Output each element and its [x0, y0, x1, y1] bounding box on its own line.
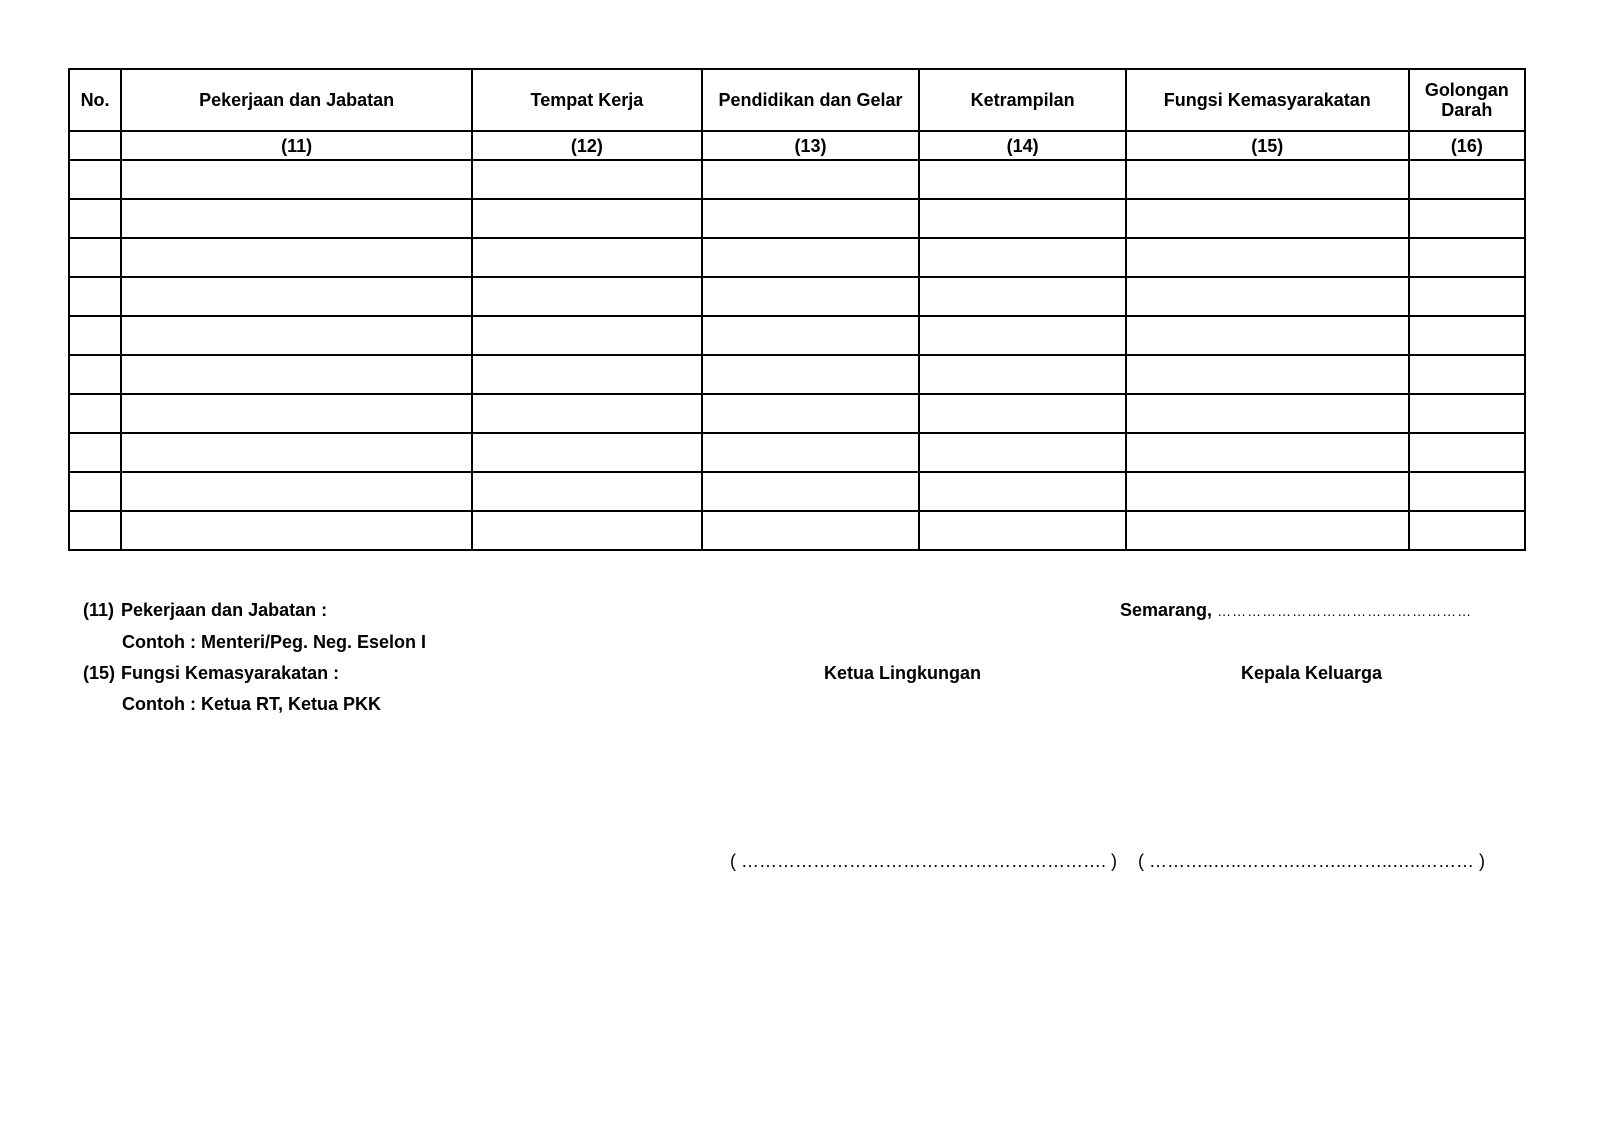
table-cell[interactable]	[121, 433, 472, 472]
table-row	[69, 433, 1525, 472]
header-ketrampilan: Ketrampilan	[919, 69, 1126, 131]
table-cell[interactable]	[69, 394, 121, 433]
kepala-keluarga-label: Kepala Keluarga	[1241, 663, 1383, 683]
table-row	[69, 316, 1525, 355]
note-11	[83, 600, 327, 621]
table-cell[interactable]	[1409, 355, 1525, 394]
header-golongan-darah: Golongan Darah	[1409, 69, 1525, 131]
header-no: No.	[69, 69, 121, 131]
table-cell[interactable]	[1126, 433, 1409, 472]
table-cell[interactable]	[69, 472, 121, 511]
table-cell[interactable]	[69, 316, 121, 355]
table-cell[interactable]	[1126, 472, 1409, 511]
table-cell[interactable]	[472, 316, 702, 355]
note-11-code: (11)	[83, 600, 115, 620]
table-row	[69, 199, 1525, 238]
header-fungsi: Fungsi Kemasyarakatan	[1126, 69, 1409, 131]
table-cell[interactable]	[69, 433, 121, 472]
table-cell[interactable]	[1409, 472, 1525, 511]
family-data-table	[68, 68, 1526, 551]
table-row	[69, 277, 1525, 316]
table-cell[interactable]	[1409, 238, 1525, 277]
column-number: (16)	[1409, 131, 1525, 160]
table-cell[interactable]	[702, 160, 920, 199]
table-row	[69, 160, 1525, 199]
table-cell[interactable]	[121, 355, 472, 394]
column-number: (13)	[702, 131, 920, 160]
table-cell[interactable]	[702, 394, 920, 433]
table-cell[interactable]	[1126, 511, 1409, 550]
table-cell[interactable]	[1409, 316, 1525, 355]
table-cell[interactable]	[472, 511, 702, 550]
ketua-lingkungan-label: Ketua Lingkungan	[824, 663, 981, 683]
note-15-label: Fungsi Kemasyarakatan :	[121, 663, 340, 683]
table-cell[interactable]	[69, 277, 121, 316]
note-15	[83, 663, 339, 684]
table-cell[interactable]	[472, 277, 702, 316]
table-cell[interactable]	[472, 433, 702, 472]
table-cell[interactable]	[919, 238, 1126, 277]
note-15-code: (15)	[83, 663, 116, 683]
table-cell[interactable]	[472, 238, 702, 277]
table-cell[interactable]	[702, 238, 920, 277]
table-row	[69, 355, 1525, 394]
table-cell[interactable]	[121, 160, 472, 199]
table-cell[interactable]	[1409, 199, 1525, 238]
table-cell[interactable]	[121, 199, 472, 238]
table-cell[interactable]	[1409, 277, 1525, 316]
table-cell[interactable]	[472, 355, 702, 394]
table-row	[69, 472, 1525, 511]
table-cell[interactable]	[702, 199, 920, 238]
table-cell[interactable]	[1126, 355, 1409, 394]
table-cell[interactable]	[919, 160, 1126, 199]
column-number: (15)	[1126, 131, 1409, 160]
table-cell[interactable]	[1126, 199, 1409, 238]
table-cell[interactable]	[69, 355, 121, 394]
table-cell[interactable]	[472, 160, 702, 199]
kepala-signature-line[interactable]: ( ………..…..……….……..……..…..……… )	[1138, 851, 1486, 871]
header-pendidikan: Pendidikan dan Gelar	[702, 69, 920, 131]
column-number: (11)	[121, 131, 472, 160]
table-cell[interactable]	[1126, 394, 1409, 433]
table-row	[69, 238, 1525, 277]
table-cell[interactable]	[1409, 511, 1525, 550]
column-number-row	[69, 131, 1525, 160]
table-cell[interactable]	[1126, 316, 1409, 355]
table-body	[69, 160, 1525, 550]
table-cell[interactable]	[1126, 238, 1409, 277]
table-cell[interactable]	[919, 277, 1126, 316]
table-cell[interactable]	[919, 316, 1126, 355]
column-number	[69, 131, 121, 160]
table-cell[interactable]	[1126, 277, 1409, 316]
table-cell[interactable]	[69, 238, 121, 277]
table-cell[interactable]	[121, 394, 472, 433]
note-11-label: Pekerjaan dan Jabatan :	[121, 600, 328, 620]
table-cell[interactable]	[1409, 394, 1525, 433]
table-cell[interactable]	[121, 472, 472, 511]
header-pekerjaan: Pekerjaan dan Jabatan	[121, 69, 472, 131]
table-cell[interactable]	[69, 199, 121, 238]
table-cell[interactable]	[919, 199, 1126, 238]
note-15-example: Contoh : Ketua RT, Ketua PKK	[122, 694, 381, 714]
column-number: (14)	[919, 131, 1126, 160]
table-cell[interactable]	[919, 394, 1126, 433]
table-row	[69, 511, 1525, 550]
table-row	[69, 394, 1525, 433]
column-number: (12)	[472, 131, 702, 160]
table-cell[interactable]	[472, 199, 702, 238]
table-cell[interactable]	[702, 277, 920, 316]
table-cell[interactable]	[919, 355, 1126, 394]
table-cell[interactable]	[702, 511, 920, 550]
table-cell[interactable]	[702, 472, 920, 511]
table-cell[interactable]	[1409, 160, 1525, 199]
table-cell[interactable]	[472, 472, 702, 511]
table-cell[interactable]	[1126, 160, 1409, 199]
table-cell[interactable]	[1409, 433, 1525, 472]
place-label: Semarang,	[1120, 600, 1213, 620]
table-cell[interactable]	[702, 433, 920, 472]
table-cell[interactable]	[121, 238, 472, 277]
table-cell[interactable]	[702, 355, 920, 394]
ketua-signature-line[interactable]: ( ……………………………………………………. )	[730, 851, 1117, 871]
table-cell[interactable]	[121, 277, 472, 316]
table-cell[interactable]	[69, 511, 121, 550]
table-cell[interactable]	[919, 472, 1126, 511]
date-field[interactable]: ……………………………………………	[1217, 603, 1473, 619]
table-cell[interactable]	[919, 511, 1126, 550]
header-row	[69, 69, 1525, 131]
table-cell[interactable]	[472, 394, 702, 433]
table-cell[interactable]	[121, 316, 472, 355]
table-cell[interactable]	[121, 511, 472, 550]
table-cell[interactable]	[919, 433, 1126, 472]
note-11-example: Contoh : Menteri/Peg. Neg. Eselon I	[122, 632, 427, 652]
header-tempat-kerja: Tempat Kerja	[472, 69, 702, 131]
table-cell[interactable]	[702, 316, 920, 355]
place-date	[1120, 600, 1472, 621]
table-cell[interactable]	[69, 160, 121, 199]
